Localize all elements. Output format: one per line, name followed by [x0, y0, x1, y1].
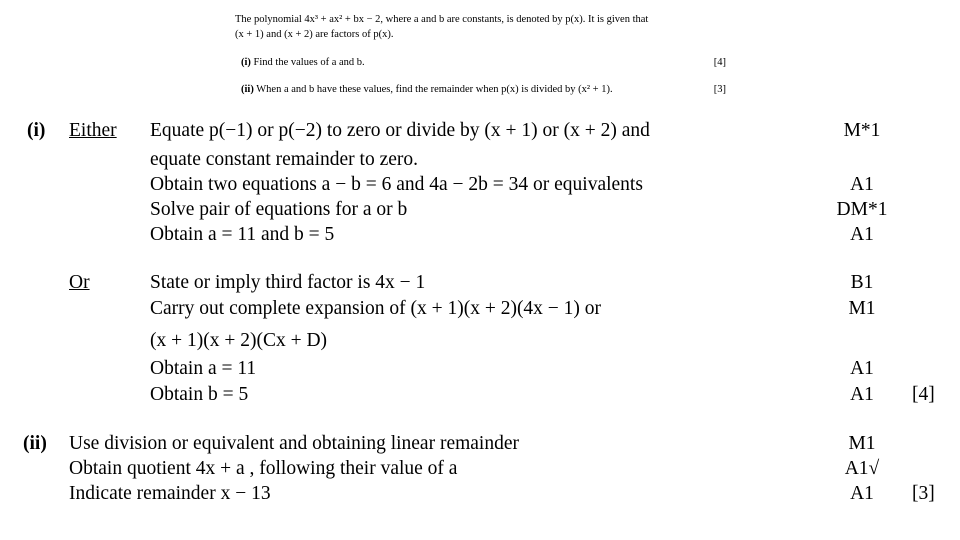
scheme-part-ii-label: (ii): [23, 433, 47, 454]
or-row-5-mark: A1: [850, 384, 874, 405]
either-row-2-text: equate constant remainder to zero.: [150, 149, 419, 170]
question-part-ii-text: When a and b have these values, find the remainder when p(x) is divided by (x² + 1).: [256, 84, 613, 95]
scheme-part-i-label: (i): [27, 120, 46, 141]
or-row-5-text: Obtain b = 5: [150, 384, 249, 405]
question-part-ii: [241, 84, 613, 95]
either-row-4-text: Solve pair of equations for a or b: [150, 199, 408, 220]
ii-row-3-mark: A1: [850, 483, 874, 504]
ii-row-3-text: Indicate remainder x − 13: [69, 483, 271, 504]
ii-row-1-mark: M1: [848, 433, 876, 454]
either-row-1-mark: M*1: [843, 120, 881, 141]
question-part-i-text: Find the values of a and b.: [253, 57, 365, 68]
question-line-2: (x + 1) and (x + 2) are factors of p(x).: [235, 29, 394, 40]
either-row-3-mark: A1: [850, 174, 874, 195]
either-row-5-text: Obtain a = 11 and b = 5: [150, 224, 335, 245]
ii-row-1-text: Use division or equivalent and obtaining linear remainder: [69, 433, 519, 454]
question-part-i-label: (i): [241, 57, 251, 68]
part-i-total-marks: [4]: [912, 384, 935, 405]
part-ii-total-marks: [3]: [912, 483, 935, 504]
question-part-ii-label: (ii): [241, 84, 254, 95]
either-row-5-mark: A1: [850, 224, 874, 245]
either-row-3-text: Obtain two equations a − b = 6 and 4a − 2b = 34 or equivalents: [150, 174, 643, 195]
ii-row-2-text: Obtain quotient 4x + a , following their value of a: [69, 458, 458, 479]
question-part-i: [241, 57, 365, 68]
or-row-4-text: Obtain a = 11: [150, 358, 257, 379]
either-row-4-mark: DM*1: [836, 199, 888, 220]
question-part-ii-marks: [3]: [713, 84, 726, 95]
or-row-2-mark: M1: [848, 298, 876, 319]
question-line-1: The polynomial 4x³ + ax² + bx − 2, where a and b are constants, is denoted by p(x). It is given that: [235, 14, 649, 25]
either-label: Either: [69, 120, 117, 141]
or-row-4-mark: A1: [850, 358, 874, 379]
ii-row-2-mark: A1√: [844, 458, 880, 479]
either-row-1-text: Equate p(−1) or p(−2) to zero or divide by (x + 1) or (x + 2) and: [150, 120, 650, 141]
or-label: Or: [69, 272, 90, 293]
or-row-1-mark: B1: [850, 272, 874, 293]
or-row-1-text: State or imply third factor is 4x − 1: [150, 272, 426, 293]
or-row-3-text: (x + 1)(x + 2)(Cx + D): [150, 330, 328, 351]
question-part-i-marks: [4]: [713, 57, 726, 68]
or-row-2-text: Carry out complete expansion of (x + 1)(x + 2)(4x − 1) or: [150, 298, 602, 319]
